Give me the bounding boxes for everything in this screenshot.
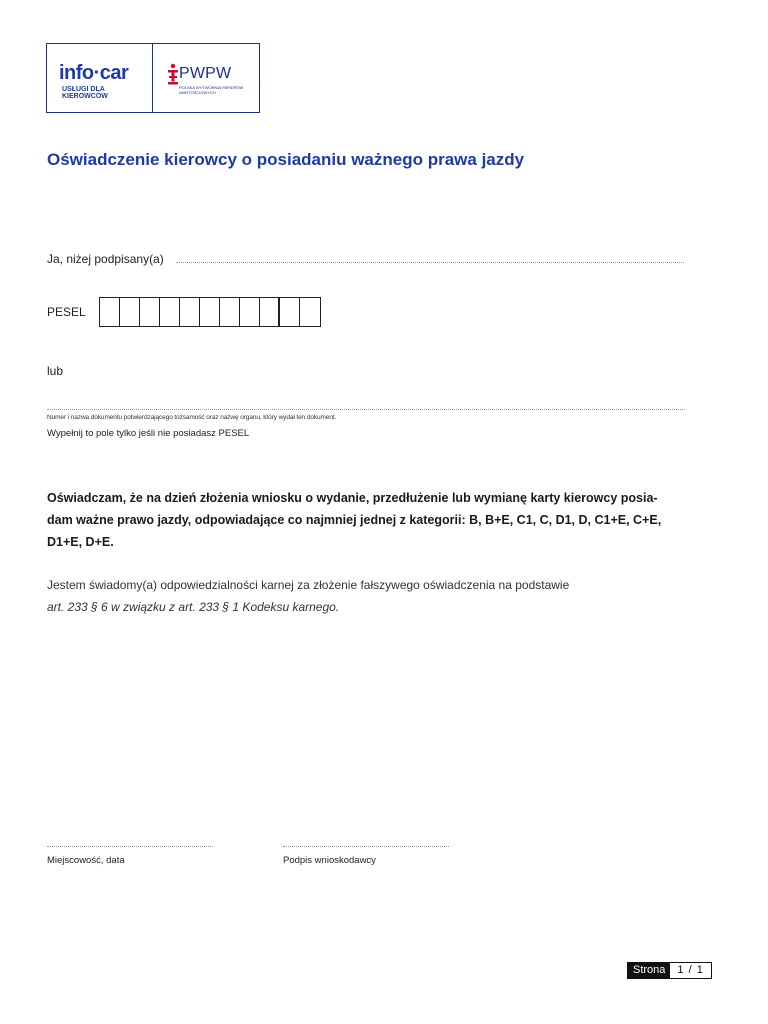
or-label: lub xyxy=(47,364,64,378)
pesel-digit-cell[interactable] xyxy=(300,298,320,326)
place-date-label: Miejscowość, data xyxy=(47,855,125,866)
infocar-logo-subtitle: USŁUGI DLA KIEROWCÓW xyxy=(62,86,108,100)
pesel-digit-cell[interactable] xyxy=(280,298,300,326)
document-field-hint: Wypełnij to pole tylko jeśli nie posiadasz PESEL xyxy=(47,428,250,439)
pwpw-emblem-icon xyxy=(167,63,179,89)
pesel-digit-cell[interactable] xyxy=(160,298,180,326)
infocar-logo-text: info·car xyxy=(59,62,129,84)
document-field-label: Numer i nazwa dokumentu potwierdzającego tożsamość oraz nazwę organu, który wydał ten dokument. xyxy=(47,414,337,421)
pesel-digit-cell[interactable] xyxy=(140,298,160,326)
declaration-line: D1+E, D+E. xyxy=(47,535,114,549)
page-indicator xyxy=(627,962,712,979)
pesel-digit-cell[interactable] xyxy=(200,298,220,326)
pesel-input[interactable] xyxy=(99,297,321,327)
pwpw-logo-text: PWPW xyxy=(179,65,232,82)
pesel-digit-cell[interactable] xyxy=(100,298,120,326)
name-label: Ja, niżej podpisany(a) xyxy=(47,252,164,266)
infocar-logo xyxy=(47,44,153,112)
declaration-line: Oświadczam, że na dzień złożenia wniosku o wydanie, przedłużenie lub wymianę karty kierowcy posia- xyxy=(47,491,658,505)
pesel-digit-cell[interactable] xyxy=(220,298,240,326)
declaration-line: dam ważne prawo jazdy, odpowiadające co najmniej jednej z kategorii: B, B+E, C1, C, D1, D, C1+E, C+E, xyxy=(47,513,662,527)
pwpw-logo-subtitle: POLSKA WYTWÓRNIA PAPIERÓW WARTOŚCIOWYCH xyxy=(179,85,244,95)
pesel-label: PESEL xyxy=(47,305,86,319)
pesel-digit-cell[interactable] xyxy=(240,298,260,326)
responsibility-line: Jestem świadomy(a) odpowiedzialności karnej za złożenie fałszywego oświadczenia na podstawie xyxy=(47,578,570,592)
header-logo-box xyxy=(46,43,260,113)
pesel-digit-cell[interactable] xyxy=(120,298,140,326)
pesel-digit-cell[interactable] xyxy=(260,298,280,326)
document-field[interactable] xyxy=(47,409,685,410)
signature-field[interactable] xyxy=(283,846,449,847)
page-label: Strona xyxy=(628,963,670,978)
responsibility-text xyxy=(47,574,687,618)
signature-label: Podpis wnioskodawcy xyxy=(283,855,376,866)
place-date-field[interactable] xyxy=(47,846,213,847)
page-title: Oświadczenie kierowcy o posiadaniu ważnego prawa jazdy xyxy=(47,150,525,169)
name-field[interactable] xyxy=(176,262,684,263)
page-number: 1 / 1 xyxy=(670,963,710,978)
pesel-digit-cell[interactable] xyxy=(180,298,200,326)
legal-reference: art. 233 § 6 w związku z art. 233 § 1 Kodeksu karnego. xyxy=(47,600,340,614)
declaration-text xyxy=(47,487,687,553)
